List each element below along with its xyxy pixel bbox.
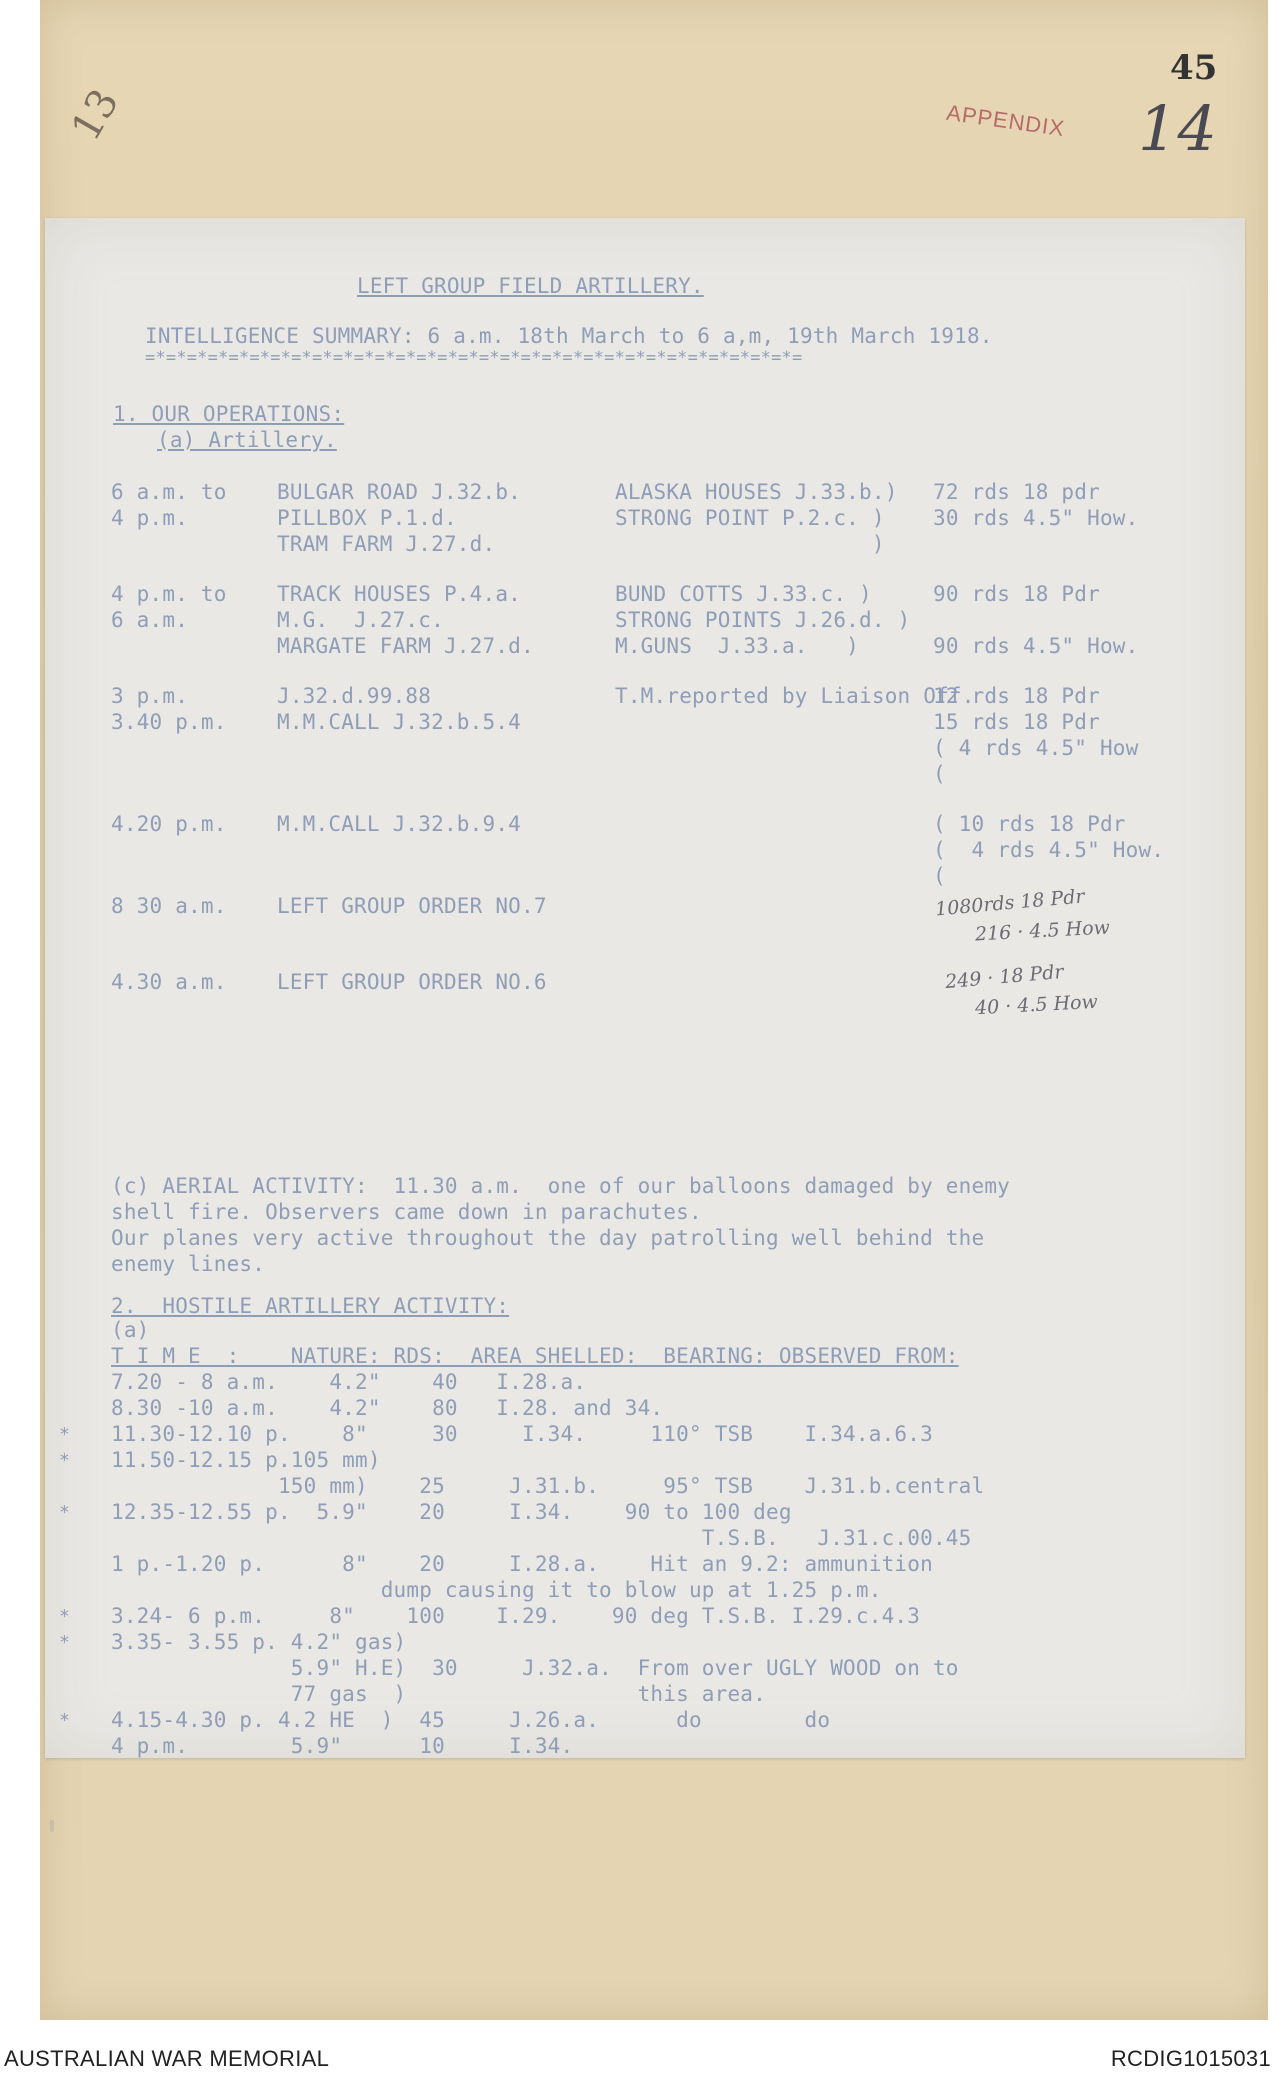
op-target: LEFT GROUP ORDER NO.7 bbox=[277, 894, 547, 918]
op-rounds: ( 4 rds 4.5" How bbox=[933, 736, 1139, 760]
op-time: 4.30 a.m. bbox=[111, 970, 227, 994]
hostile-row: 7.20 - 8 a.m. 4.2" 40 I.28.a. bbox=[111, 1370, 587, 1394]
op-rounds: ( 4 rds 4.5" How. bbox=[933, 838, 1165, 862]
folio-right: 45 bbox=[1170, 48, 1218, 88]
op-time: 6 a.m. to bbox=[111, 480, 227, 504]
hostile-columns: T I M E : NATURE: RDS: AREA SHELLED: BEARING: OBSERVED FROM: bbox=[111, 1344, 959, 1368]
document-subtitle: INTELLIGENCE SUMMARY: 6 a.m. 18th March to 6 a,m, 19th March 1918. bbox=[145, 324, 993, 348]
hostile-row: 3.24- 6 p.m. 8" 100 I.29. 90 deg T.S.B. I.29.c.4.3 bbox=[111, 1604, 921, 1628]
op-target: PILLBOX P.1.d. bbox=[277, 506, 457, 530]
op-target-2: M.GUNS J.33.a. ) bbox=[615, 634, 872, 658]
hostile-row: 5.9" H.E) 30 J.32.a. From over UGLY WOOD on to bbox=[111, 1656, 959, 1680]
op-target: J.32.d.99.88 bbox=[277, 684, 432, 708]
handwritten-note: 216 · 4.5 How bbox=[974, 916, 1111, 946]
hostile-row: 11.50-12.15 p.105 mm) bbox=[111, 1448, 381, 1472]
op-target-2: STRONG POINT P.2.c. ) bbox=[615, 506, 898, 530]
op-rounds: 15 rds 18 Pdr bbox=[933, 710, 1100, 734]
op-target-2: ) bbox=[615, 532, 898, 556]
op-time: 3.40 p.m. bbox=[111, 710, 227, 734]
op-rounds: 90 rds 18 Pdr bbox=[933, 582, 1100, 606]
op-target: M.M.CALL J.32.b.5.4 bbox=[277, 710, 522, 734]
margin-asterisk: * bbox=[59, 1502, 70, 1523]
op-time: 6 a.m. bbox=[111, 608, 189, 632]
op-rounds: 90 rds 4.5" How. bbox=[933, 634, 1139, 658]
hostile-row: 4 p.m. 5.9" 10 I.34. bbox=[111, 1734, 574, 1758]
document-title: LEFT GROUP FIELD ARTILLERY. bbox=[357, 274, 704, 298]
hostile-row: dump causing it to blow up at 1.25 p.m. bbox=[111, 1578, 882, 1602]
hostile-heading: 2. HOSTILE ARTILLERY ACTIVITY: bbox=[111, 1294, 510, 1318]
margin-asterisk: * bbox=[59, 1606, 70, 1627]
op-target: M.M.CALL J.32.b.9.4 bbox=[277, 812, 522, 836]
hostile-row: 1 p.-1.20 p. 8" 20 I.28.a. Hit an 9.2: ammunition bbox=[111, 1552, 933, 1576]
handwritten-note: 40 · 4.5 How bbox=[974, 990, 1099, 1020]
op-rounds: ( bbox=[933, 864, 946, 888]
aerial-line: shell fire. Observers came down in parachutes. bbox=[111, 1200, 702, 1224]
op-target: MARGATE FARM J.27.d. bbox=[277, 634, 534, 658]
op-target-2: ALASKA HOUSES J.33.b.) bbox=[615, 480, 911, 504]
op-target: M.G. J.27.c. bbox=[277, 608, 444, 632]
margin-asterisk: * bbox=[59, 1632, 70, 1653]
op-time: 8 30 a.m. bbox=[111, 894, 227, 918]
section-subheading: (a) Artillery. bbox=[157, 428, 337, 452]
hostile-row: 12.35-12.55 p. 5.9" 20 I.34. 90 to 100 deg bbox=[111, 1500, 792, 1524]
hostile-row: 11.30-12.10 p. 8" 30 I.34. 110° TSB I.34.a.6.3 bbox=[111, 1422, 933, 1446]
op-time: 4.20 p.m. bbox=[111, 812, 227, 836]
op-target-2: STRONG POINTS J.26.d. ) bbox=[615, 608, 924, 632]
margin-asterisk: * bbox=[59, 1710, 70, 1731]
double-rule: =*=*=*=*=*=*=*=*=*=*=*=*=*=*=*=*=*=*=*=*=*=*=*=*=*=*=*=*=*=*=*= bbox=[145, 348, 803, 368]
op-target-2: T.M.reported by Liaison Off. bbox=[615, 684, 975, 708]
footer-left: AUSTRALIAN WAR MEMORIAL bbox=[4, 2046, 330, 2071]
hostile-row: 3.35- 3.55 p. 4.2" gas) bbox=[111, 1630, 407, 1654]
op-time: 4 p.m. bbox=[111, 506, 189, 530]
op-target: TRACK HOUSES P.4.a. bbox=[277, 582, 522, 606]
hostile-row: T.S.B. J.31.c.00.45 bbox=[111, 1526, 972, 1550]
hostile-row: 77 gas ) this area. bbox=[111, 1682, 766, 1706]
op-time: 4 p.m. to bbox=[111, 582, 227, 606]
appendix-stamp: APPENDIX bbox=[944, 99, 1067, 142]
op-rounds: ( bbox=[933, 762, 946, 786]
op-target-2: BUND COTTS J.33.c. ) bbox=[615, 582, 885, 606]
hostile-row: 8.30 -10 a.m. 4.2" 80 I.28. and 34. bbox=[111, 1396, 664, 1420]
handwritten-appendix-number: 14 bbox=[1138, 92, 1217, 165]
op-time: 3 p.m. bbox=[111, 684, 189, 708]
margin-asterisk: * bbox=[59, 1424, 70, 1445]
hostile-row: 150 mm) 25 J.31.b. 95° TSB J.31.b.central bbox=[111, 1474, 985, 1498]
aerial-line: enemy lines. bbox=[111, 1252, 266, 1276]
op-rounds: ( 10 rds 18 Pdr bbox=[933, 812, 1126, 836]
handwritten-note: 1080rds 18 Pdr bbox=[934, 885, 1086, 921]
op-rounds: 72 rds 18 pdr bbox=[933, 480, 1100, 504]
aerial-line: Our planes very active throughout the day patrolling well behind the bbox=[111, 1226, 985, 1250]
op-target: TRAM FARM J.27.d. bbox=[277, 532, 496, 556]
aerial-line: (c) AERIAL ACTIVITY: 11.30 a.m. one of our balloons damaged by enemy bbox=[111, 1174, 1011, 1198]
op-rounds: 30 rds 4.5" How. bbox=[933, 506, 1139, 530]
hostile-sub: (a) bbox=[111, 1318, 150, 1342]
footer-right: RCDIG1015031 bbox=[1110, 2046, 1271, 2071]
op-target: LEFT GROUP ORDER NO.6 bbox=[277, 970, 547, 994]
margin-asterisk: * bbox=[59, 1450, 70, 1471]
section-heading: 1. OUR OPERATIONS: bbox=[113, 402, 345, 426]
folio-left: 13 bbox=[62, 81, 129, 149]
hostile-row: 4.15-4.30 p. 4.2 HE ) 45 J.26.a. do do bbox=[111, 1708, 831, 1732]
handwritten-note: 249 · 18 Pdr bbox=[944, 960, 1065, 994]
document-sheet bbox=[45, 218, 1245, 1758]
op-target: BULGAR ROAD J.32.b. bbox=[277, 480, 522, 504]
op-rounds: 12 rds 18 Pdr bbox=[933, 684, 1100, 708]
